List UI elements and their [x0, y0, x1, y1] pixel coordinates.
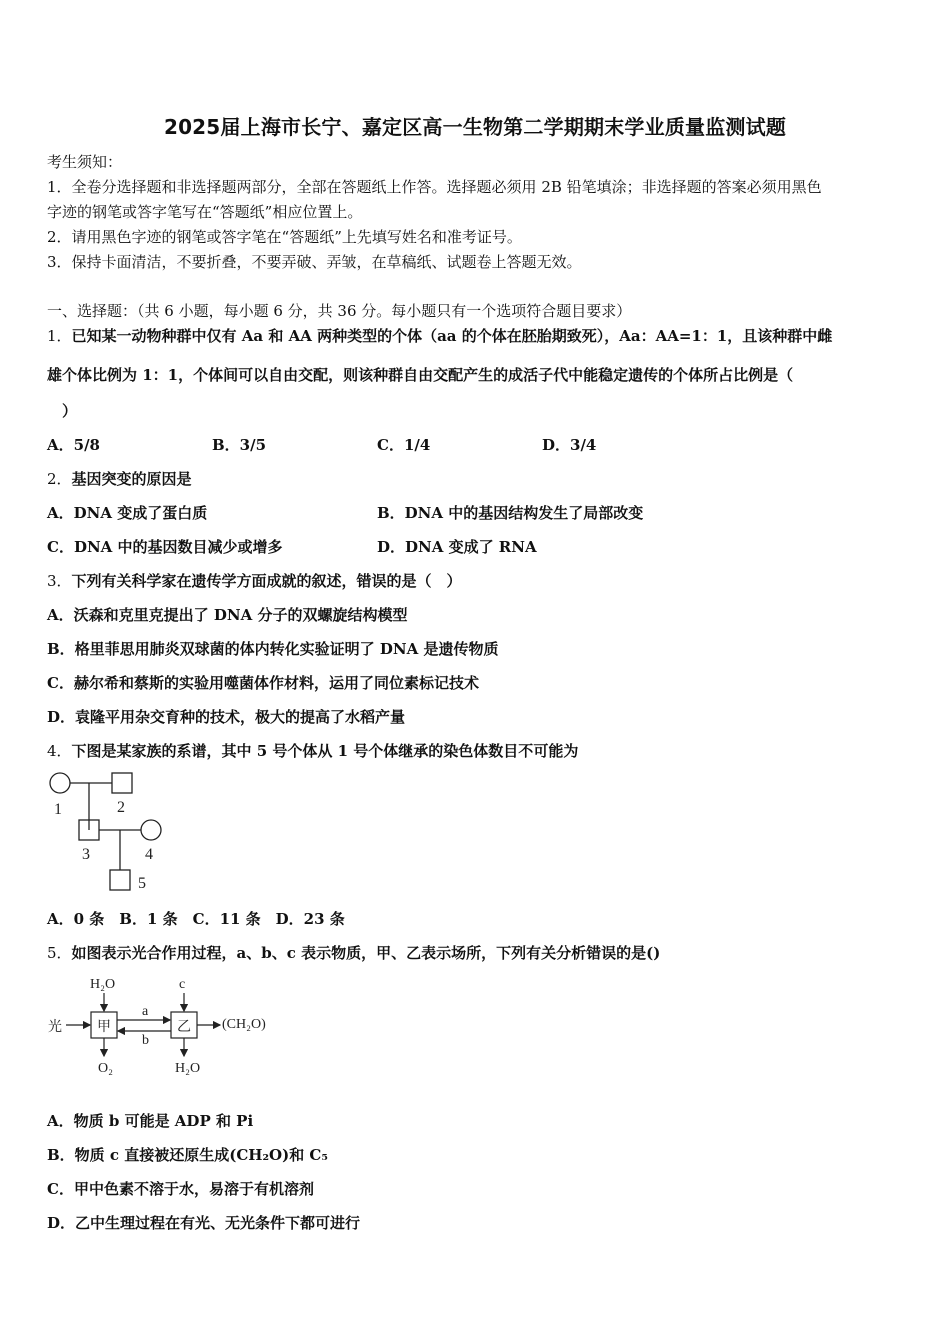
q5-option-b: B．物质 c 直接被还原生成(CH₂O)和 C₅ [47, 1146, 328, 1164]
notice-line-3: 2．请用黑色字迹的钢笔或答字笔在“答题纸”上先填写姓名和准考证号。 [47, 228, 522, 246]
q3-option-b: B．格里菲思用肺炎双球菌的体内转化实验证明了 DNA 是遗传物质 [47, 640, 499, 658]
pedigree-label-4: 4 [145, 846, 153, 863]
question-1 [47, 326, 832, 346]
pedigree-label-3: 3 [82, 846, 90, 863]
label-h2o-bottom: H₂O [175, 1061, 201, 1076]
question-3-text: 下列有关科学家在遗传学方面成就的叙述，错误的是（ ） [71, 572, 462, 590]
q4-options: A．0 条 B．1 条 C．11 条 D．23 条 [47, 910, 345, 928]
q5-option-d: D．乙中生理过程在有光、无光条件下都可进行 [47, 1214, 361, 1232]
question-number: 2． [47, 470, 72, 488]
question-1-line-2: 雄个体比例为 1：1，个体间可以自由交配，则该种群自由交配产生的成活子代中能稳定遗传的个体所占比例是（ [47, 366, 794, 384]
label-yi: 乙 [177, 1020, 191, 1035]
q3-option-c: C．赫尔希和蔡斯的实验用噬菌体作材料，运用了同位素标记技术 [47, 674, 479, 692]
q2-option-b: B．DNA 中的基因结构发生了局部改变 [377, 504, 644, 522]
q2-option-c: C．DNA 中的基因数目减少或增多 [47, 538, 283, 556]
label-light: 光 [48, 1020, 62, 1035]
label-o2: O₂ [98, 1061, 113, 1076]
page-title: 2025届上海市长宁、嘉定区高一生物第二学期期末学业质量监测试题 [163, 115, 787, 139]
q2-option-a: A．DNA 变成了蛋白质 [47, 504, 208, 522]
q1-option-b: B．3/5 [212, 436, 267, 454]
q1-option-d: D．3/4 [542, 436, 597, 454]
label-c: c [179, 977, 186, 992]
pedigree-label-2: 2 [117, 799, 125, 816]
question-number: 3． [47, 572, 72, 590]
q1-option-c: C．1/4 [377, 436, 431, 454]
question-2 [47, 469, 192, 489]
question-1-line-1: 已知某一动物种群中仅有 Aa 和 AA 两种类型的个体（aa 的个体在胚胎期致死），Aa：AA=1：1，且该种群中雌 [71, 327, 833, 345]
q3-option-d: D．袁隆平用杂交育种的技术，极大的提高了水稻产量 [47, 708, 406, 726]
question-3 [47, 571, 462, 591]
q5-option-c: C．甲中色素不溶于水，易溶于有机溶剂 [47, 1180, 314, 1198]
q5-option-a: A．物质 b 可能是 ADP 和 Pi [47, 1112, 254, 1130]
question-number: 4． [47, 742, 72, 760]
question-2-text: 基因突变的原因是 [71, 470, 192, 488]
q3-option-a: A．沃森和克里克提出了 DNA 分子的双螺旋结构模型 [47, 606, 408, 624]
notice-line-4: 3．保持卡面清洁，不要折叠，不要弄破、弄皱，在草稿纸、试题卷上答题无效。 [47, 253, 582, 271]
label-h2o-top: H₂O [90, 977, 116, 992]
q1-option-a: A．5/8 [47, 436, 100, 454]
pedigree-male-5 [110, 870, 130, 890]
question-number: 5． [47, 944, 72, 962]
question-5 [47, 943, 660, 963]
pedigree-label-1: 1 [54, 801, 62, 818]
notice-line-2: 字迹的钢笔或答字笔写在“答题纸”相应位置上。 [47, 203, 363, 221]
pedigree-female-1 [50, 773, 70, 793]
question-number: 1． [47, 327, 72, 345]
label-a: a [142, 1004, 149, 1019]
label-jia: 甲 [97, 1020, 111, 1035]
pedigree-label-5: 5 [138, 875, 146, 892]
question-4 [47, 741, 578, 761]
q2-option-d: D．DNA 变成了 RNA [377, 538, 537, 556]
notice-heading: 考生须知： [47, 153, 123, 171]
label-b: b [142, 1033, 149, 1048]
photosynthesis-diagram [44, 970, 284, 1080]
label-product: (CH₂O) [222, 1017, 266, 1032]
pedigree-male-2 [112, 773, 132, 793]
notice-line-1: 1．全卷分选择题和非选择题两部分，全部在答题纸上作答。选择题必须用 2B 铅笔填涂；非选择题的答案必须用黑色 [47, 178, 822, 196]
question-5-text: 如图表示光合作用过程，a、b、c 表示物质，甲、乙表示场所，下列有关分析错误的是() [71, 944, 661, 962]
question-1-line-3: ） [62, 402, 78, 420]
pedigree-diagram [44, 770, 174, 895]
pedigree-female-4 [141, 820, 161, 840]
question-4-text: 下图是某家族的系谱，其中 5 号个体从 1 号个体继承的染色体数目不可能为 [71, 742, 579, 760]
section-heading: 一、选择题：（共 6 小题，每小题 6 分，共 36 分。每小题只有一个选项符合题目要求） [47, 302, 632, 320]
